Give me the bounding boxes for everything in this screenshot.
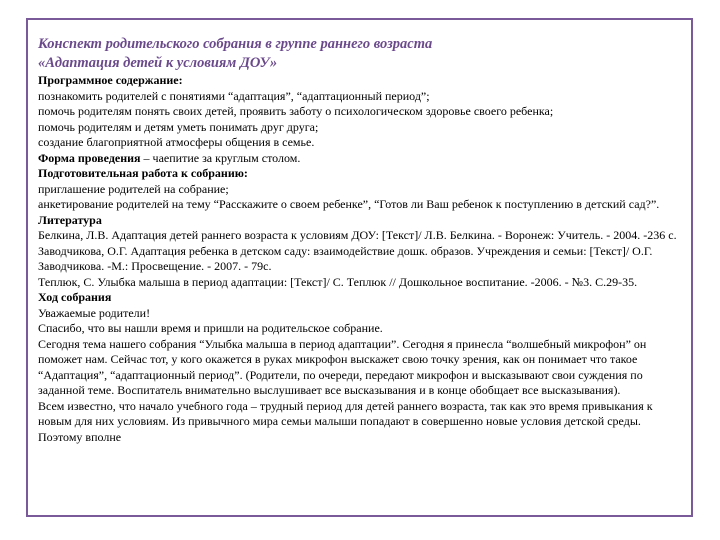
literature-heading: Литература	[38, 212, 102, 227]
document-title-line1: Конспект родительского собрания в группе раннего возраста	[38, 36, 433, 52]
literature-item: Теплюк, С. Улыбка малыша в период адаптации: [Текст]/ С. Теплюк // Дошкольное воспитание. -2006. - №3. С.29-35.	[38, 274, 638, 289]
form-line	[38, 151, 688, 167]
program-item: помочь родителям понять своих детей, проявить заботу о психологическом здоровье своего ребенка;	[38, 104, 554, 118]
course-paragraph: Спасибо, что вы нашли время и пришли на родительское собрание.	[38, 321, 383, 335]
program-item: помочь родителям и детям уметь понимать друг друга;	[38, 119, 319, 134]
document-content	[38, 35, 688, 445]
literature-item: Белкина, Л.В. Адаптация детей раннего возраста к условиям ДОУ: [Текст]/ Л.В. Белкина. - Воронеж: Учитель. - 2004. -236 с.	[38, 228, 677, 242]
form-label: Форма проведения	[38, 150, 141, 165]
course-paragraph: Уважаемые родители!	[38, 305, 151, 320]
course-paragraph: Всем известно, что начало учебного года – трудный период для детей раннего возраста, так как это время привыкания к новым для них условиям. Из привычного мира семьи малыши попадают в совершенно новые условия детской среды. Поэтому вполне	[38, 398, 653, 444]
course-paragraph: Сегодня тема нашего собрания “Улыбка малыша в период адаптации”. Сегодня я принесла “волшебный микрофон” он поможет нам. Сейчас тот, у кого окажется в руках микрофон выскажет свою точку зрения, как он понимает что такое “Адаптация”, “адаптационный период”. (Родители, по очереди, передают микрофон и высказывают свои суждения по заданной теме. Воспитатель внимательно выслушивает все высказывания и в конце обобщает все высказывания).	[38, 336, 647, 397]
prep-heading: Подготовительная работа к собранию:	[38, 166, 248, 180]
prep-item: приглашение родителей на собрание;	[38, 181, 229, 196]
course-heading: Ход собрания	[38, 290, 112, 304]
program-item: познакомить родителей с понятиями “адаптация”, “адаптационный период”;	[38, 88, 430, 103]
prep-item: анкетирование родителей на тему “Расскажите о своем ребенке”, “Готов ли Ваш ребенок к поступлению в детский сад?”.	[38, 197, 660, 211]
literature-item: Заводчикова, О.Г. Адаптация ребенка в детском саду: взаимодействие дошк. образов. Учреждения и семьи: [Текст]/ О.Г. Заводчикова. -М.: Просвещение. - 2007. - 79с.	[38, 243, 653, 273]
program-item: создание благоприятной атмосферы общения в семье.	[38, 135, 315, 149]
document-title-line2: «Адаптация детей к условиям ДОУ»	[38, 55, 278, 71]
form-value: – чаепитие за круглым столом.	[140, 150, 301, 165]
program-heading: Программное содержание:	[38, 73, 183, 87]
